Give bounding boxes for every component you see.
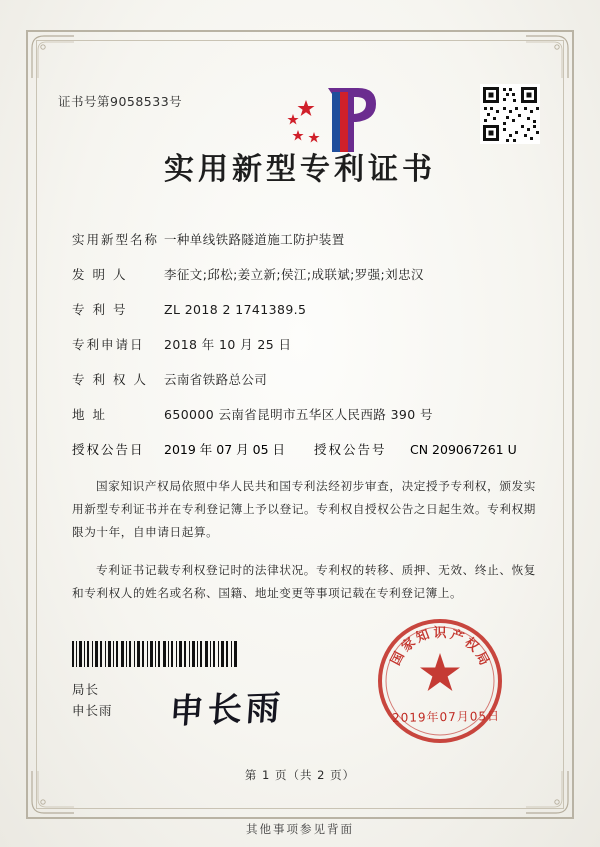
field-value: 一种单线铁路隧道施工防护装置 bbox=[164, 232, 345, 247]
footer-note: 其他事项参见背面 bbox=[246, 822, 354, 836]
field-value: 2018 年 10 月 25 日 bbox=[164, 337, 292, 352]
certificate-number: 证书号第9058533号 bbox=[58, 94, 183, 109]
field-label: 专 利 权 人 bbox=[72, 372, 148, 387]
field-value: 李征文;邱松;姜立新;侯江;成联斌;罗强;刘忠汉 bbox=[164, 267, 424, 282]
svg-text:产: 产 bbox=[448, 627, 466, 646]
field-row-inventor bbox=[72, 265, 542, 283]
field-list bbox=[58, 230, 542, 458]
field-row-patent-no bbox=[72, 300, 542, 318]
svg-text:国: 国 bbox=[388, 649, 408, 668]
field-label: 实用新型名称 bbox=[72, 232, 160, 247]
page-title: 实用新型专利证书 bbox=[164, 152, 436, 187]
grant-no-label: 授权公告号 bbox=[314, 442, 387, 457]
svg-text:知: 知 bbox=[414, 627, 432, 646]
director-name: 申长雨 bbox=[72, 702, 113, 718]
grant-date-value: 2019 年 07 月 05 日 bbox=[164, 442, 285, 457]
certificate-content bbox=[58, 70, 542, 787]
barcode bbox=[72, 641, 240, 667]
field-value: ZL 2018 2 1741389.5 bbox=[164, 302, 307, 317]
field-label: 专 利 号 bbox=[72, 302, 128, 317]
grant-date-label: 授权公告日 bbox=[72, 442, 145, 457]
svg-text:权: 权 bbox=[461, 635, 481, 656]
field-label: 地 址 bbox=[72, 407, 107, 422]
director-label: 局长 bbox=[72, 681, 100, 697]
handwritten-signature: 申长雨 bbox=[168, 688, 286, 732]
qr-code-icon bbox=[480, 84, 540, 144]
field-row-address bbox=[72, 405, 542, 423]
paragraph-1: 国家知识产权局依照中华人民共和国专利法经初步审查，决定授予专利权，颁发实用新型专利证书并在专利登记簿上予以登记。专利权自授权公告之日起生效。专利权期限为十年，自申请日起算。 bbox=[72, 479, 536, 540]
grant-no-value: CN 209067261 U bbox=[410, 442, 517, 457]
director-block bbox=[72, 679, 113, 722]
seal-date: 2019年07月05日 bbox=[391, 709, 501, 725]
field-row-patentee bbox=[72, 370, 542, 388]
field-label: 发 明 人 bbox=[72, 267, 128, 282]
official-seal bbox=[374, 615, 506, 747]
svg-text:识: 识 bbox=[433, 626, 447, 641]
cnipa-logo-icon bbox=[276, 80, 386, 160]
field-row-filing-date bbox=[72, 335, 542, 353]
field-value: 650000 云南省昆明市五华区人民西路 390 号 bbox=[164, 407, 433, 422]
svg-text:家: 家 bbox=[399, 635, 419, 656]
page-number: 第 1 页（共 2 页） bbox=[244, 768, 356, 782]
field-row-grant bbox=[72, 440, 542, 458]
svg-text:局: 局 bbox=[472, 649, 492, 668]
field-row-name bbox=[72, 230, 542, 248]
field-label: 专利申请日 bbox=[72, 337, 145, 352]
field-value: 云南省铁路总公司 bbox=[164, 372, 268, 387]
paragraph-2: 专利证书记载专利权登记时的法律状况。专利权的转移、质押、无效、终止、恢复和专利权人的姓名或名称、国籍、地址变更等事项记载在专利登记簿上。 bbox=[72, 562, 536, 600]
